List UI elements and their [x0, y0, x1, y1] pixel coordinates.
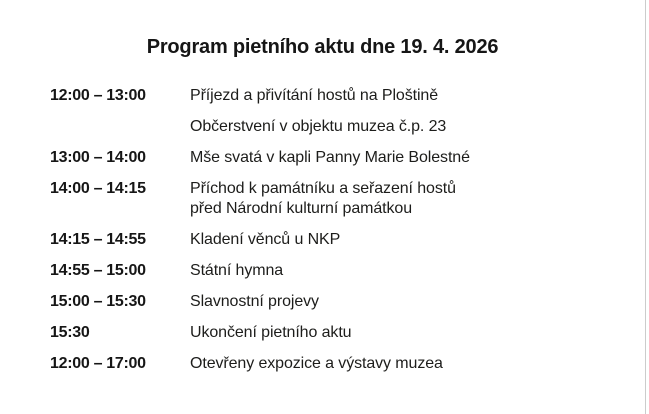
- event-description: Kladení věnců u NKP: [190, 231, 341, 248]
- event-description: Ukončení pietního aktu: [190, 324, 352, 341]
- schedule-row: [50, 86, 610, 106]
- schedule-row: [50, 230, 610, 250]
- schedule-list: [50, 86, 610, 385]
- event-time: 14:15 – 14:55: [50, 231, 146, 248]
- schedule-row: [50, 148, 610, 168]
- event-time: 13:00 – 14:00: [50, 149, 146, 166]
- event-description: Příchod k památníku a seřazení hostů před Národní kulturní památkou: [190, 180, 456, 217]
- event-time: 14:55 – 15:00: [50, 262, 146, 279]
- event-description: Státní hymna: [190, 262, 284, 279]
- schedule-row: [50, 292, 610, 312]
- event-time: 12:00 – 13:00: [50, 87, 146, 104]
- schedule-row: [50, 261, 610, 281]
- event-description: Slavnostní projevy: [190, 293, 319, 310]
- page-edge-divider: [645, 0, 646, 414]
- event-description: Občerstvení v objektu muzea č.p. 23: [190, 118, 447, 135]
- event-time: 15:30: [50, 324, 90, 341]
- event-time: 15:00 – 15:30: [50, 293, 146, 310]
- event-description: Mše svatá v kapli Panny Marie Bolestné: [190, 149, 470, 166]
- schedule-row: [50, 179, 610, 219]
- event-time: 14:00 – 14:15: [50, 180, 146, 197]
- event-time: 12:00 – 17:00: [50, 355, 146, 372]
- schedule-row: [50, 323, 610, 343]
- page-title: Program pietního aktu dne 19. 4. 2026: [146, 36, 499, 58]
- event-description: Příjezd a přivítání hostů na Ploštině: [190, 87, 438, 104]
- event-description: Otevřeny expozice a výstavy muzea: [190, 355, 443, 372]
- schedule-row: [50, 117, 610, 137]
- schedule-row: [50, 354, 610, 374]
